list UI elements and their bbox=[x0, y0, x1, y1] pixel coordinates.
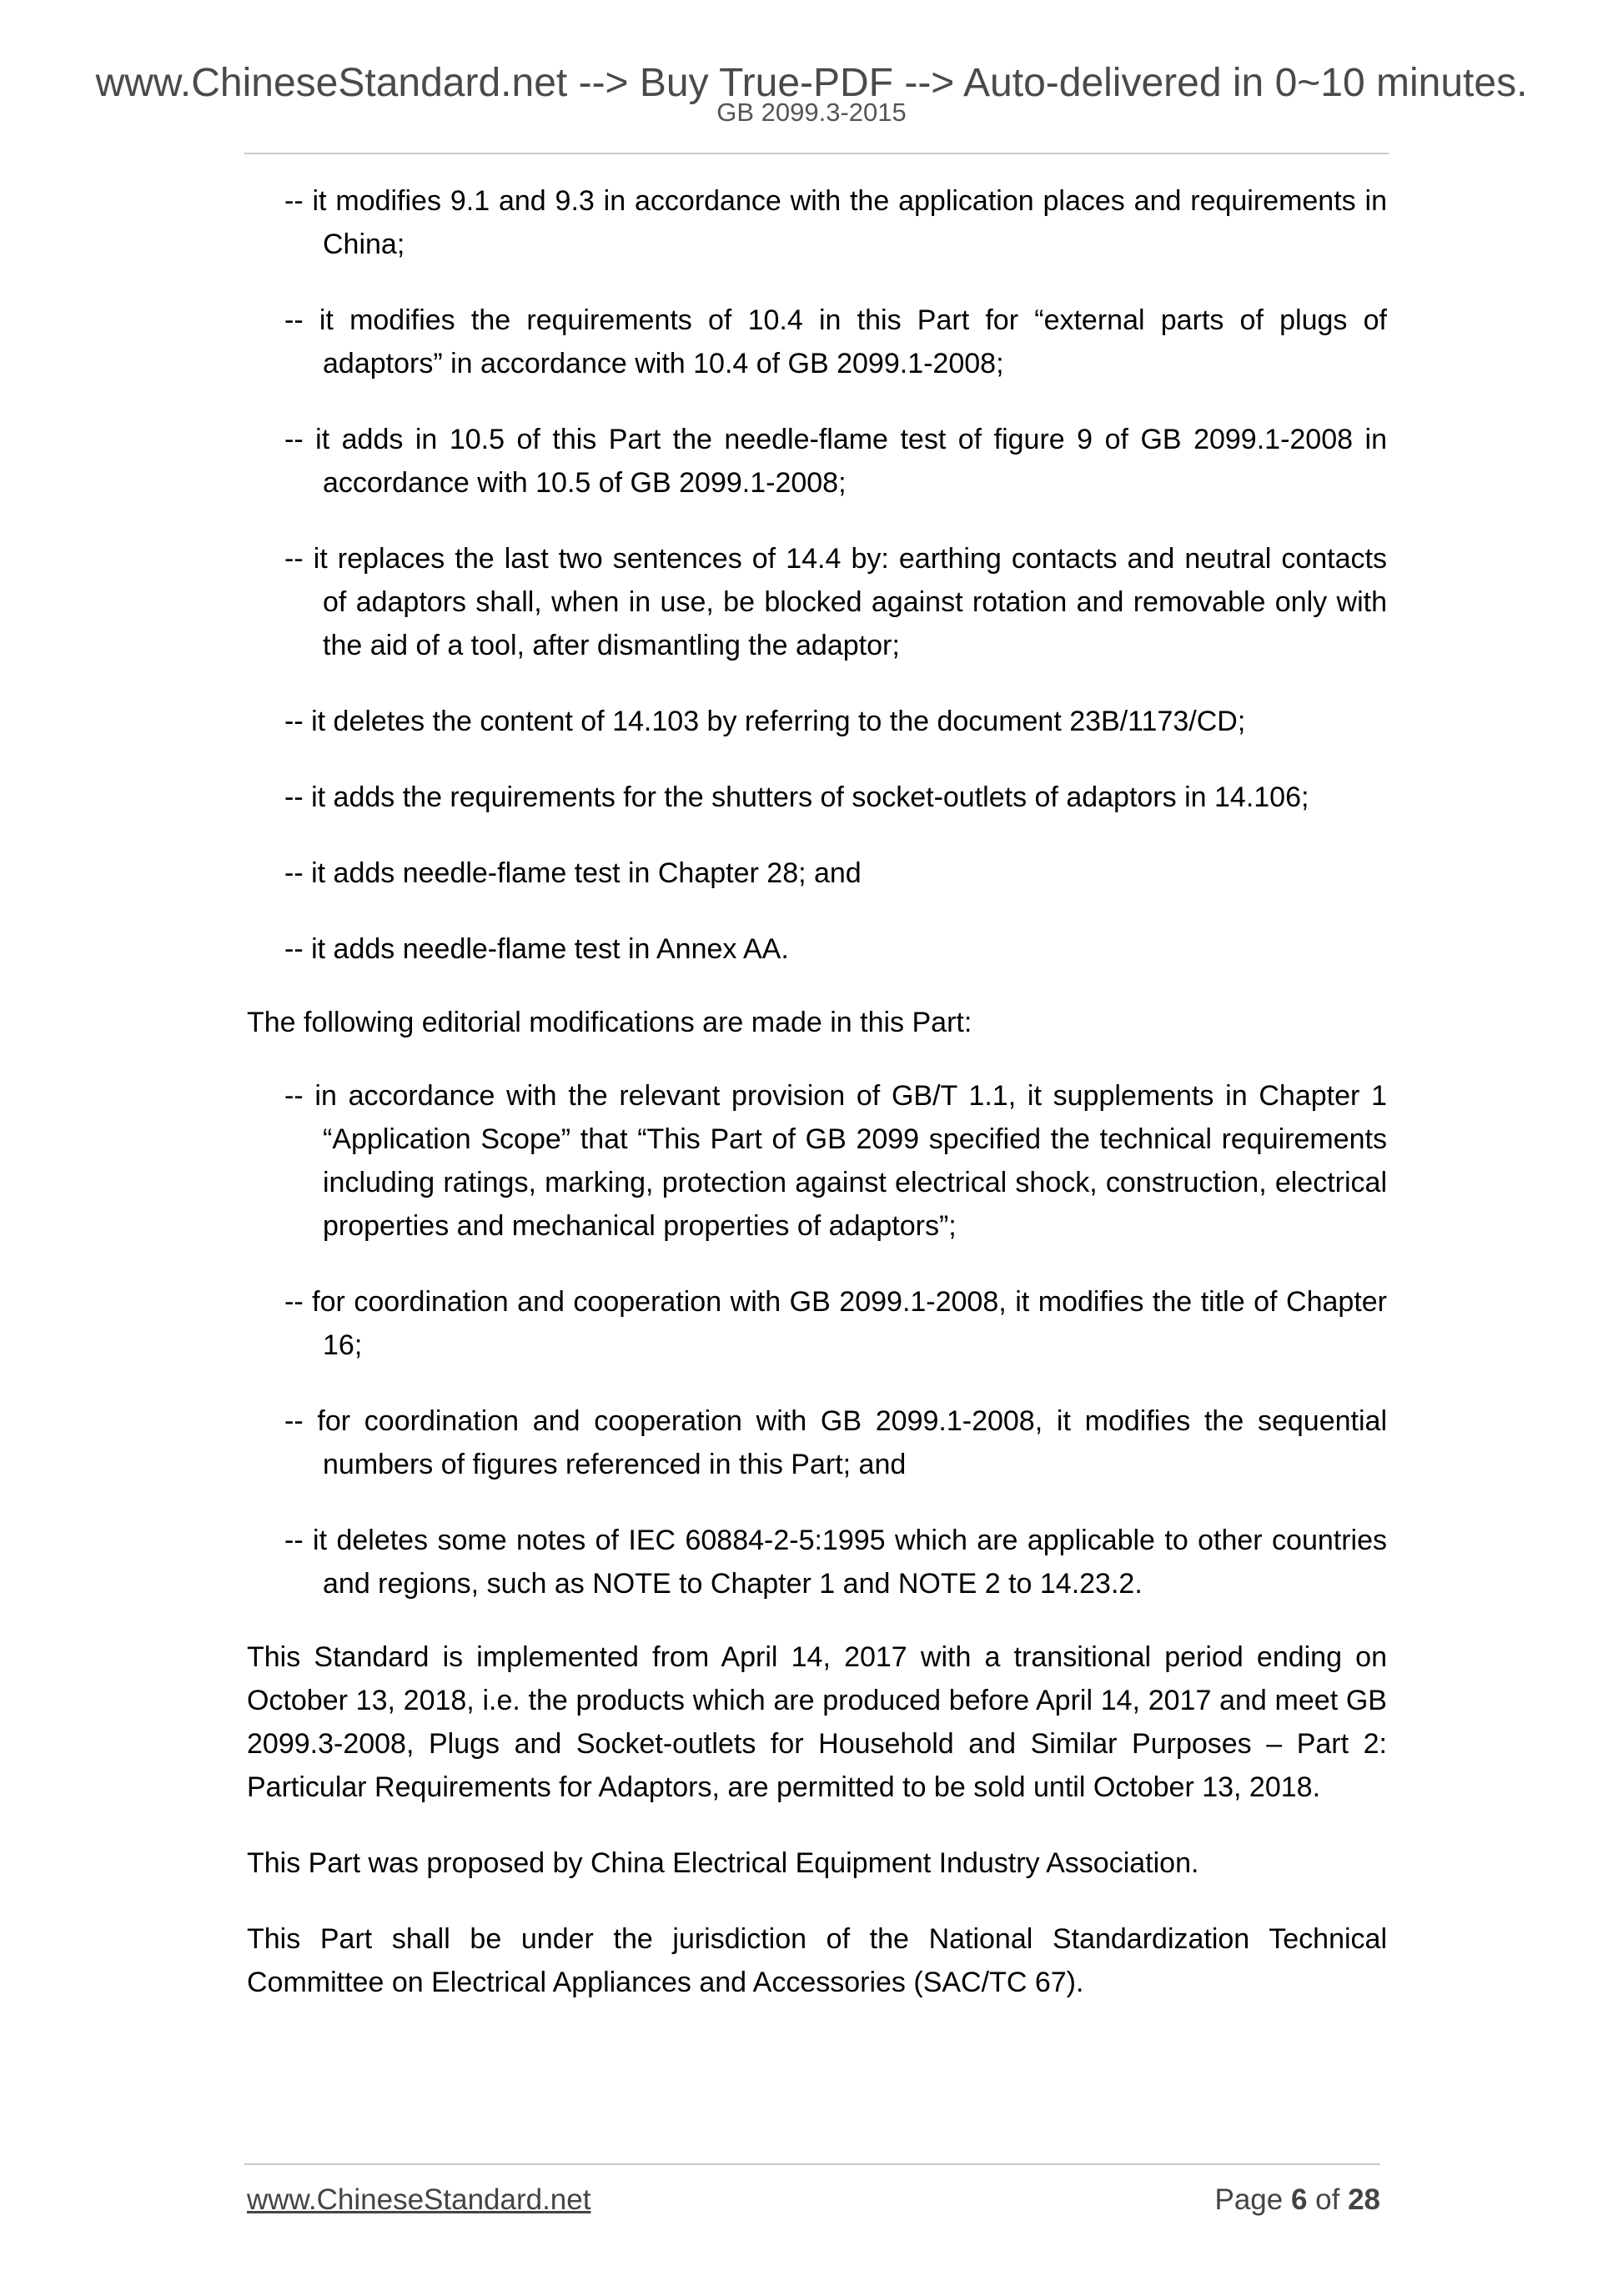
editorial-modifications-list bbox=[247, 1074, 1387, 1605]
editorial-intro: The following editorial modifications are made in this Part: bbox=[247, 1007, 972, 1038]
list-item: -- it deletes the content of 14.103 by referring to the document 23B/1173/CD; bbox=[284, 706, 1246, 737]
list-item: -- it replaces the last two sentences of 14.4 by: earthing contacts and neutral contacts of adaptors shall, when in use, be blocked against rotation and removable only with the aid of a tool, after dismantling the adaptor; bbox=[284, 543, 1387, 661]
technical-deviations-list bbox=[247, 179, 1387, 971]
document-body bbox=[247, 179, 1387, 2037]
list-item: -- for coordination and cooperation with GB 2099.1-2008, it modifies the sequential numbers of figures referenced in this Part; and bbox=[284, 1405, 1387, 1480]
list-item: -- it adds needle-flame test in Chapter 28; and bbox=[284, 857, 862, 889]
list-item: -- it adds the requirements for the shutters of socket-outlets of adaptors in 14.106; bbox=[284, 781, 1309, 813]
standard-code: GB 2099.3-2015 bbox=[716, 98, 907, 127]
list-item: -- it adds in 10.5 of this Part the needle-flame test of figure 9 of GB 2099.1-2008 in accordance with 10.5 of GB 2099.1-2008; bbox=[284, 424, 1387, 499]
implementation-paragraph: This Standard is implemented from April 14, 2017 with a transitional period ending on October 13, 2018, i.e. the products which are produced before April 14, 2017 and meet GB 2099.3-2008, Plugs and Socket-outlets for Household and Similar Purposes – Part 2: Particular Requirements for Adaptors, are permitted to be sold until October 13, 2018. bbox=[247, 1641, 1387, 1803]
jurisdiction-paragraph: This Part shall be under the jurisdiction of the National Standardization Technical Committee on Electrical Appliances and Accessories (SAC/TC 67). bbox=[247, 1923, 1387, 1998]
header-divider bbox=[244, 153, 1389, 154]
proposed-by-paragraph: This Part was proposed by China Electrical Equipment Industry Association. bbox=[247, 1847, 1199, 1879]
page-prefix: Page bbox=[1214, 2183, 1291, 2216]
list-item: -- in accordance with the relevant provision of GB/T 1.1, it supplements in Chapter 1 “Application Scope” that “This Part of GB 2099 specified the technical requirements including ratings, marking, protection against electrical shock, construction, electrical properties and mechanical properties of adaptors”; bbox=[284, 1080, 1387, 1242]
list-item: -- it deletes some notes of IEC 60884-2-5:1995 which are applicable to other countries and regions, such as NOTE to Chapter 1 and NOTE 2 to 14.23.2. bbox=[284, 1525, 1387, 1600]
total-pages: 28 bbox=[1348, 2183, 1380, 2216]
list-item: -- it modifies the requirements of 10.4 in this Part for “external parts of plugs of adaptors” in accordance with 10.4 of GB 2099.1-2008; bbox=[284, 304, 1387, 379]
list-item: -- it modifies 9.1 and 9.3 in accordance with the application places and requirements in China; bbox=[284, 185, 1387, 260]
header-banner: www.ChineseStandard.net --> Buy True-PDF --> Auto-delivered in 0~10 minutes. bbox=[95, 61, 1528, 105]
list-item: -- it adds needle-flame test in Annex AA. bbox=[284, 933, 789, 965]
page-of: of bbox=[1307, 2183, 1349, 2216]
current-page: 6 bbox=[1290, 2183, 1308, 2216]
footer-divider bbox=[244, 2163, 1380, 2165]
list-item: -- for coordination and cooperation with GB 2099.1-2008, it modifies the title of Chapter 16; bbox=[284, 1286, 1387, 1361]
page-number bbox=[1214, 2182, 1380, 2218]
footer-website-link[interactable]: www.ChineseStandard.net bbox=[247, 2183, 591, 2216]
